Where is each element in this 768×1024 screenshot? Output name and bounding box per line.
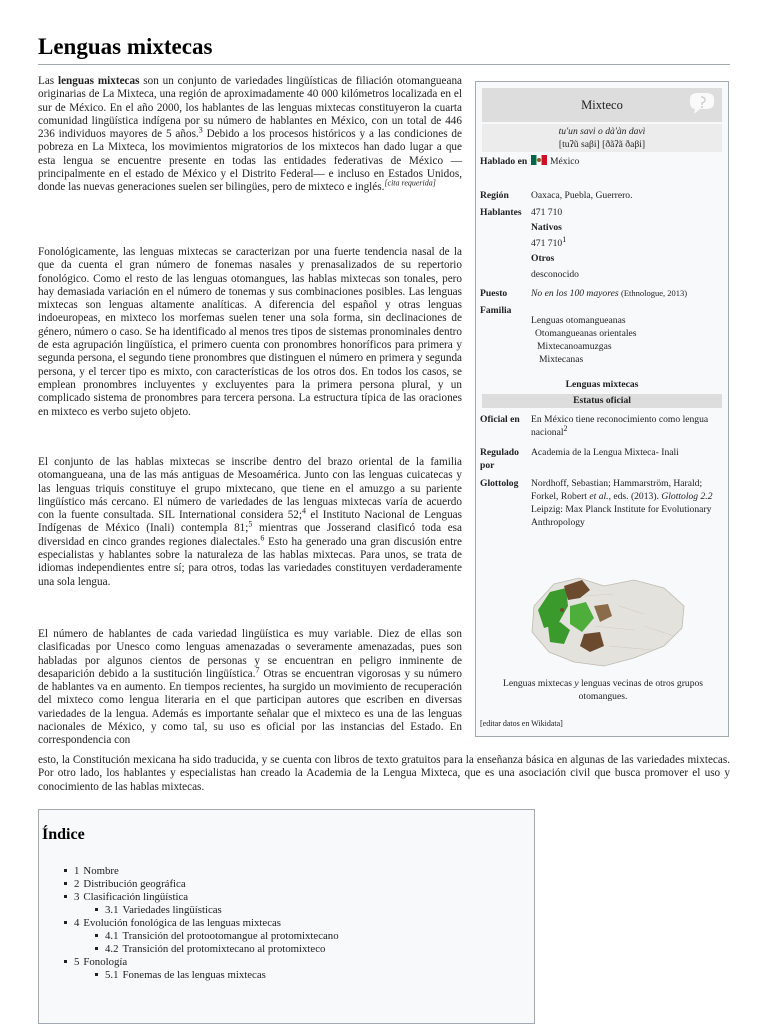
hablado-label: Hablado en bbox=[480, 156, 528, 167]
bullet-icon bbox=[95, 934, 98, 937]
map-caption bbox=[484, 678, 722, 703]
mexico-flag-icon bbox=[531, 155, 547, 165]
toc-label: Variedades lingüísticas bbox=[122, 904, 222, 916]
toc-label: Clasificación lingüística bbox=[83, 891, 189, 903]
toc-label: Evolución fonológica de las lenguas mixtecas bbox=[83, 917, 281, 929]
glottolog-eds: , eds. (2013). bbox=[608, 491, 659, 502]
puesto-rank: No en los 100 mayores bbox=[531, 288, 619, 299]
p4-text-a: El número de hablantes de cada variedad lingüística es muy variable. Diez de ellas son clasificadas por Unesco como lenguas amenazadas o severamente amenazadas, pues son habladas por algunos cientos de personas y se encuentran en peligro inminente de desaparición debido a la sustitución lingüística. bbox=[38, 628, 462, 680]
nativos-value bbox=[531, 234, 723, 250]
p4-text-b: Otras se encuentran vigorosas y su número de hablantes va en aumento. En tiempos recientes, ha surgido un movimiento de recuperación del mixteco como lengua literaria en el que participan autores que escriben en diversas variedades de la lengua. Además es importante señalar que el mixteco es una de las lenguas nacionales de México, y como tal, su uso es oficial por las instancias del Estado. En correspondencia con bbox=[38, 667, 462, 747]
toc-label: Fonemas de las lenguas mixtecas bbox=[122, 969, 266, 981]
bullet-icon bbox=[95, 973, 98, 976]
toc-number: 3.1 bbox=[105, 904, 119, 916]
estatus-header: Estatus oficial bbox=[482, 394, 722, 408]
infobox-title bbox=[482, 88, 722, 122]
p1-text-d: Debido a los procesos históricos y a las condiciones de pobreza en La Mixteca, los movimientos migratorios de los mixtecos han dado lugar a que esta lengua se encuentre presente en todas las entidades federativas de México —principalmente en el estado de México y el Distrito Federal— e incluso en Estados Unidos, donde las nuevas generaciones suelen ser bilingües, pero de mixteco e inglés. bbox=[38, 128, 462, 194]
hablantes-label: Hablantes bbox=[480, 207, 522, 218]
toc-title: Índice bbox=[42, 826, 85, 843]
ref-1[interactable]: 1 bbox=[562, 234, 567, 244]
glottolog-title[interactable]: Glottolog 2.2 bbox=[661, 491, 713, 502]
familia-level-2[interactable]: Otomangueanas orientales bbox=[535, 328, 637, 339]
ref-2[interactable]: 2 bbox=[563, 423, 568, 433]
toc-item-4-2[interactable] bbox=[95, 943, 325, 955]
puesto-label: Puesto bbox=[480, 288, 508, 299]
toc-number: 1 bbox=[74, 865, 80, 877]
map-caption-others: lenguas vecinas de otros grupos otomangues. bbox=[578, 678, 704, 702]
bullet-icon bbox=[95, 947, 98, 950]
familia-current: Lenguas mixtecas bbox=[565, 379, 639, 390]
toc-label: Transición del protomixtecano al protomixteco bbox=[122, 943, 326, 955]
nativos-label: Nativos bbox=[531, 222, 562, 233]
familia-tree bbox=[531, 314, 723, 366]
map-caption-and: y bbox=[571, 678, 582, 689]
toc-item-4-1[interactable] bbox=[95, 930, 339, 942]
ipa-transcription: [tuʔũ saβi] [ðãʔã ðaβi] bbox=[558, 139, 646, 150]
p1-text-a: Las bbox=[38, 75, 58, 87]
familia-level-4[interactable]: Mixtecanas bbox=[539, 354, 584, 365]
title-divider bbox=[38, 64, 730, 65]
nativos-number: 471 710 bbox=[531, 238, 563, 249]
toc-item-4[interactable] bbox=[64, 917, 281, 929]
bullet-icon bbox=[64, 960, 67, 963]
map-caption-mixtecas[interactable]: Lenguas mixtecas bbox=[502, 678, 572, 689]
glottolog-label: Glottolog bbox=[480, 478, 519, 489]
citation-needed[interactable]: [cita requerida] bbox=[384, 178, 436, 188]
toc-item-3[interactable] bbox=[64, 891, 188, 903]
bullet-icon bbox=[95, 908, 98, 911]
familia-level-1[interactable]: Lenguas otomangueanas bbox=[531, 315, 626, 326]
hablado-value bbox=[531, 155, 723, 168]
toc-item-3-1[interactable] bbox=[95, 904, 222, 916]
toc-item-1[interactable] bbox=[64, 865, 119, 877]
hablado-country[interactable]: México bbox=[550, 156, 580, 167]
toc-number: 5.1 bbox=[105, 969, 119, 981]
toc-number: 4 bbox=[74, 917, 80, 929]
ref-6[interactable]: 6 bbox=[260, 533, 265, 543]
puesto-value bbox=[531, 287, 723, 300]
speech-bubble-icon bbox=[686, 91, 716, 119]
ref-4[interactable]: 4 bbox=[302, 506, 306, 516]
glottolog-authors: Nordhoff, Sebastian; Hammarström, Harald; Forkel, Robert bbox=[531, 478, 703, 502]
toc-item-2[interactable] bbox=[64, 878, 186, 890]
p3-text-c: mientras que Josserand clasificó toda esa diversidad en cinco grandes regiones dialectales. bbox=[38, 522, 462, 548]
paragraph-intro bbox=[38, 75, 462, 195]
ref-5[interactable]: 5 bbox=[248, 519, 253, 529]
bullet-icon bbox=[64, 882, 67, 885]
regulado-value[interactable]: Academia de la Lengua Mixteca- Inali bbox=[531, 447, 679, 458]
paragraph-classification bbox=[38, 456, 462, 589]
familia-level-3[interactable]: Mixtecanoamuzgas bbox=[537, 341, 612, 352]
otros-label: Otros bbox=[531, 253, 555, 264]
puesto-source: (Ethnologue, 2013) bbox=[621, 288, 688, 298]
ref-7[interactable]: 7 bbox=[255, 665, 260, 675]
hablantes-value: 471 710 bbox=[531, 207, 563, 218]
toc-label: Distribución geográfica bbox=[83, 878, 186, 890]
oficial-value bbox=[531, 413, 723, 439]
oficial-label: Oficial en bbox=[480, 414, 520, 425]
toc-item-5[interactable] bbox=[64, 956, 127, 968]
bullet-icon bbox=[64, 869, 67, 872]
native-name-block bbox=[482, 124, 722, 152]
toc-label: Fonología bbox=[83, 956, 128, 968]
bullet-icon bbox=[64, 895, 67, 898]
p3-text-a: El conjunto de las hablas mixtecas se inscribe dentro del brazo oriental de la familia otomangueana, una de las más antiguas de Mesoamérica. Junto con las lenguas cuicatecas y las lenguas triquis constituye el grupo mixtecano, que tiene en el amuzgo a su pariente lingüístico más cercano. El número de variedades de las lenguas mixtecas varía de acuerdo con la fuente consultada. SIL International considera 52; bbox=[38, 456, 462, 522]
language-infobox bbox=[475, 81, 729, 737]
p3-text-b: el Instituto Nacional de Lenguas Indígenas de México (Inali) contempla 81; bbox=[38, 509, 462, 535]
native-name: tu'un savi o dà'àn davì bbox=[558, 126, 646, 137]
toc-number: 4.1 bbox=[105, 930, 119, 942]
regulado-label: Regulado por bbox=[480, 447, 519, 471]
familia-label: Familia bbox=[480, 305, 512, 316]
toc-number: 4.2 bbox=[105, 943, 119, 955]
oaxaca-map-image[interactable] bbox=[524, 566, 692, 670]
edit-wikidata-link[interactable]: [editar datos en Wikidata] bbox=[480, 719, 563, 728]
ref-3[interactable]: 3 bbox=[198, 125, 203, 135]
table-of-contents bbox=[38, 809, 535, 1024]
paragraph-speakers bbox=[38, 628, 462, 748]
page-title: Lenguas mixtecas bbox=[38, 34, 213, 59]
infobox-title-text: Mixteco bbox=[581, 97, 623, 112]
region-label: Región bbox=[480, 190, 509, 201]
bullet-icon bbox=[64, 921, 67, 924]
p1-text-c: son un conjunto de variedades lingüísticas de filiación otomangueana originarias de La Mixteca, una región de aproximadamente 40 000 kilómetros localizada en el sur de México. En el año 2000, los hablantes de las lenguas mixtecas constituyeron la cuarta comunidad lingüística indígena por su número de hablantes en México, con un total de 446 236 individuos mayores de 5 años. bbox=[38, 75, 463, 141]
region-value: Oaxaca, Puebla, Guerrero. bbox=[531, 190, 633, 201]
glottolog-etal: et al. bbox=[589, 491, 609, 502]
p1-bold-term: lenguas mixtecas bbox=[57, 75, 140, 87]
toc-label: Nombre bbox=[83, 865, 119, 877]
otros-value: desconocido bbox=[531, 269, 579, 280]
glottolog-value bbox=[531, 477, 723, 529]
paragraph-speakers-continued: esto, la Constitución mexicana ha sido traducida, y se cuenta con libros de texto gratuitos para la enseñanza básica en algunas de las variedades mixtecas. Por otro lado, los hablantes y especialistas han creado la Academia de la Lengua Mixteca, que es una asociación civil que busca promover el uso y conocimiento de las hablas mixtecas. bbox=[38, 754, 730, 793]
glottolog-publisher: Leipzig: Max Planck Institute for Evolutionary Anthropology bbox=[531, 504, 712, 528]
toc-label: Transición del protootomangue al protomixtecano bbox=[122, 930, 339, 942]
p3-text-d: Esto ha generado una gran discusión entre especialistas y hablantes sobre la naturaleza de las hablas mixtecas. Para unos, se trata de idiomas independientes entre sí; para otros, todas las variedades constituyen verdaderamente una sola lengua. bbox=[38, 535, 462, 588]
toc-number: 5 bbox=[74, 956, 80, 968]
paragraph-phonology: Fonológicamente, las lenguas mixtecas se caracterizan por una fuerte tendencia nasal de la que da cuenta el gran número de fonemas nasales y prenasalizados de su repertorio fonológico. Como el resto de las lenguas otomangues, las hablas mixtecas son tonales, pero hay demasiada variación en el número de tonemas y sus combinaciones posibles. Las lenguas mixtecas son lenguas altamente analíticas. A diferencia del español y otras lenguas indoeuropeas, en mixteco los morfemas suelen tener una sola forma, sin declinaciones de género, número o caso. Se ha identificado al menos tres tipos de sistemas pronominales dentro de esta agrupación lingüística, el primero cuenta con pronombres honoríficos para primera y segunda persona, el segundo tiene pronombres que distinguen el número en primera y segunda persona, y el tercer tipo es mixto, con características de los otros dos. En todos los casos, se emplean pronombres incluyentes y excluyentes para la primera persona plural, y un complicado sistema de pronombres para tercera persona. La estructura típica de las oraciones en mixteco es verbo sujeto objeto. bbox=[38, 246, 462, 418]
oficial-text: En México tiene reconocimiento como lengua nacional bbox=[531, 414, 709, 438]
toc-number: 3 bbox=[74, 891, 80, 903]
toc-number: 2 bbox=[74, 878, 80, 890]
toc-item-5-1[interactable] bbox=[95, 969, 266, 981]
